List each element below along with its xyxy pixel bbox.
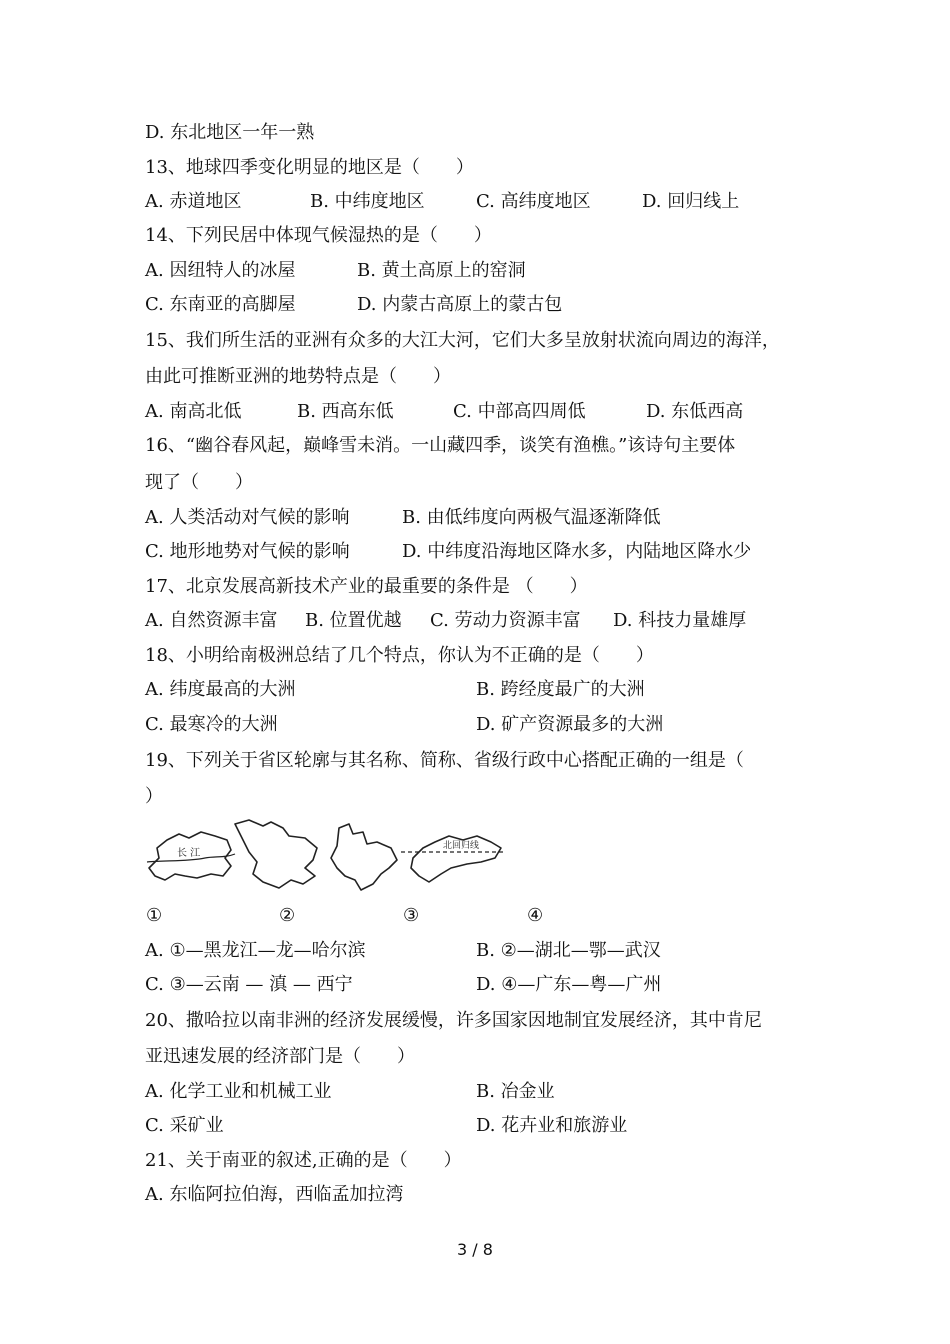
q14-option-b: B. 黄土高原上的窑洞 [357,260,526,281]
question-16-line1: 16、“幽谷春风起，巅峰雪未消。一山藏四季，谈笑有渔樵。”该诗句主要体 [145,435,736,456]
q16-option-a: A. 人类活动对气候的影响 [145,507,350,528]
question-16-line2: 现了（ ） [145,472,253,493]
question-18: 18、小明给南极洲总结了几个特点，你认为不正确的是（ ） [145,645,654,666]
q13-option-c: C. 高纬度地区 [476,191,591,212]
map-label-changjiang: 长 江 [177,848,201,859]
q14-option-c: C. 东南亚的高脚屋 [145,294,296,315]
question-19-line1: 19、下列关于省区轮廓与其名称、简称、省级行政中心搭配正确的一组是（ [145,750,744,771]
q19-option-b: B. ②—湖北—鄂—武汉 [476,940,661,961]
q18-option-b: B. 跨经度最广的大洲 [476,679,645,700]
q19-option-c: C. ③—云南 — 滇 — 西宁 [145,974,353,995]
province-outline-2 [235,820,317,888]
question-20-line2: 亚迅速发展的经济部门是（ ） [145,1046,415,1067]
question-13: 13、地球四季变化明显的地区是（ ） [145,157,474,178]
q15-option-b: B. 西高东低 [297,401,394,422]
q16-option-b: B. 由低纬度向两极气温逐渐降低 [402,507,661,528]
q15-option-c: C. 中部高四周低 [453,401,586,422]
q14-option-d: D. 内蒙古高原上的蒙古包 [357,294,563,315]
option-text: D. 东北地区一年一熟 [145,122,315,143]
q14-option-a: A. 因纽特人的冰屋 [145,260,296,281]
question-14: 14、下列民居中体现气候湿热的是（ ） [145,225,492,246]
province-outlines-figure [145,818,505,896]
q16-option-c: C. 地形地势对气候的影响 [145,541,350,562]
q17-option-b: B. 位置优越 [305,610,402,631]
q18-option-d: D. 矿产资源最多的大洲 [476,714,664,735]
question-15-line1: 15、我们所生活的亚洲有众多的大江大河，它们大多呈放射状流向周边的海洋， [145,330,780,351]
q19-option-d: D. ④—广东—粤—广州 [476,974,662,995]
q15-option-a: A. 南高北低 [145,401,242,422]
question-19-line2: ） [145,786,163,807]
q19-option-a: A. ①—黑龙江—龙—哈尔滨 [145,940,366,961]
question-21: 21、关于南亚的叙述,正确的是（ ） [145,1150,462,1171]
map-label-1: ① [146,905,163,926]
q18-option-a: A. 纬度最高的大洲 [145,679,296,700]
q18-option-c: C. 最寒冷的大洲 [145,714,278,735]
question-17: 17、北京发展高新技术产业的最重要的条件是 （ ） [145,576,588,597]
question-15-line2: 由此可推断亚洲的地势特点是（ ） [145,366,451,387]
q20-option-a: A. 化学工业和机械工业 [145,1081,332,1102]
question-20-line1: 20、撒哈拉以南非洲的经济发展缓慢，许多国家因地制宜发展经济，其中肯尼 [145,1010,762,1031]
q16-option-d: D. 中纬度沿海地区降水多，内陆地区降水少 [402,541,752,562]
q20-option-b: B. 冶金业 [476,1081,555,1102]
q13-option-d: D. 回归线上 [642,191,740,212]
q17-option-c: C. 劳动力资源丰富 [430,610,581,631]
map-label-2: ② [279,905,296,926]
q20-option-c: C. 采矿业 [145,1115,224,1136]
q13-option-a: A. 赤道地区 [145,191,242,212]
page-number: 3 / 8 [457,1240,493,1259]
province-outline-3 [331,824,397,890]
q13-option-b: B. 中纬度地区 [310,191,425,212]
q21-option-a: A. 东临阿拉伯海，西临孟加拉湾 [145,1184,404,1205]
q20-option-d: D. 花卉业和旅游业 [476,1115,628,1136]
q17-option-d: D. 科技力量雄厚 [613,610,747,631]
map-label-3: ③ [403,905,420,926]
q17-option-a: A. 自然资源丰富 [145,610,278,631]
map-label-4: ④ [527,905,544,926]
map-label-tropic: 北回归线 [443,841,480,851]
q15-option-d: D. 东低西高 [646,401,744,422]
